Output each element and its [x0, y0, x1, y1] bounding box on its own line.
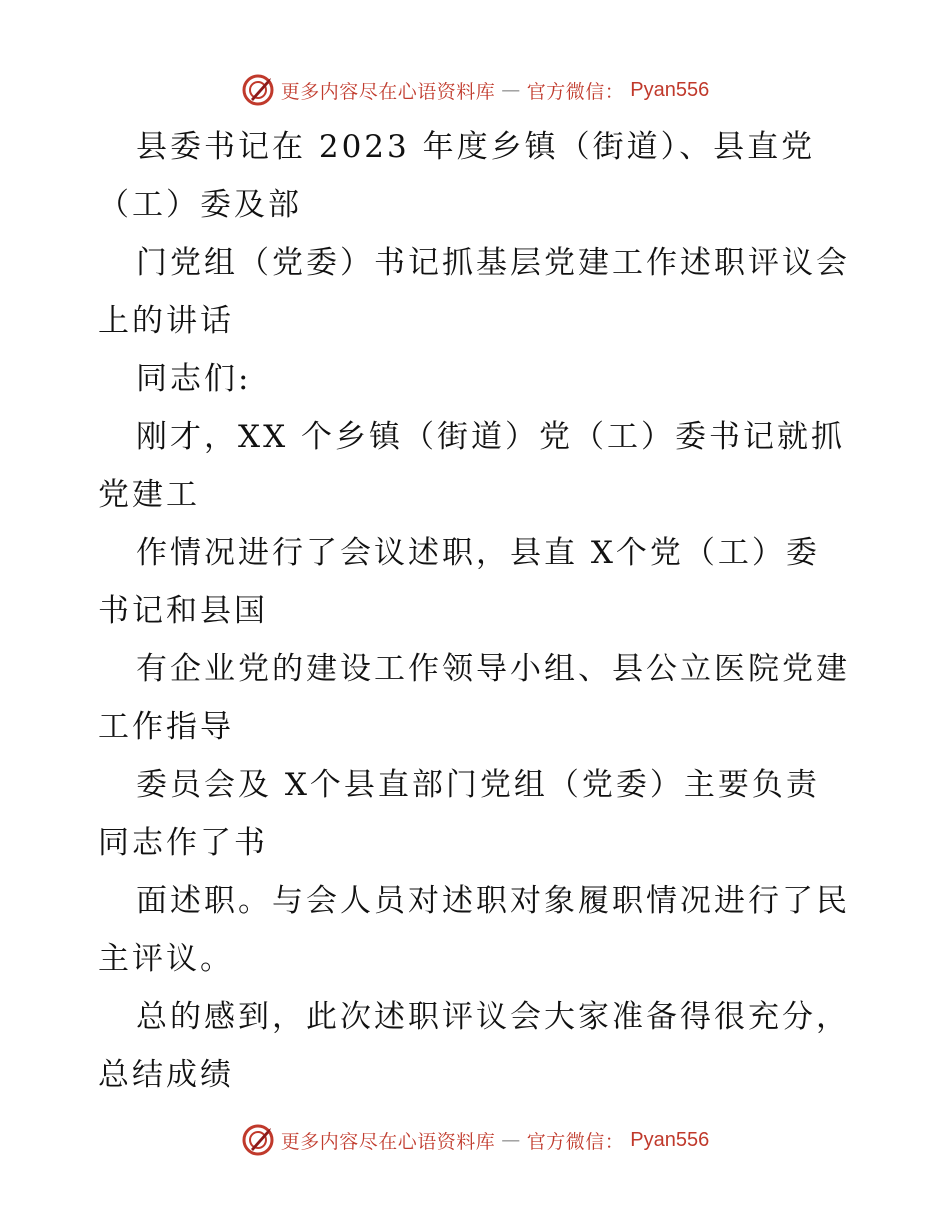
title-line: 上的讲话 [98, 303, 234, 339]
footer-banner-dash: — [501, 1129, 521, 1151]
footer-banner-text: 更多内容尽在心语资料库 [280, 1130, 496, 1153]
body-line: 主评议。 [98, 941, 234, 977]
body-line: 工作指导 [98, 709, 234, 745]
body-line: 有企业党的建设工作领导小组、县公立医院党建 [136, 651, 850, 687]
logo-icon [241, 1123, 275, 1157]
body-line: 委员会及 X个县直部门党组（党委）主要负责 [136, 767, 820, 803]
logo-icon [241, 73, 275, 107]
title-line: 县委书记在 2023 年度乡镇（街道）、县直党 [136, 129, 816, 165]
footer-banner-wechat-id: Pyan556 [630, 1128, 710, 1151]
header-banner-wechat-id: Pyan556 [630, 78, 710, 101]
salutation: 同志们: [136, 361, 252, 397]
header-banner [0, 70, 950, 110]
body-line: 党建工 [98, 477, 200, 513]
header-banner-text: 更多内容尽在心语资料库 [280, 80, 496, 103]
footer-banner [0, 1120, 950, 1160]
header-banner-dash: — [501, 79, 521, 101]
body-line: 总结成绩 [98, 1057, 234, 1093]
body-line: 刚才，XX 个乡镇（街道）党（工）委书记就抓 [136, 419, 845, 455]
body-line: 书记和县国 [98, 593, 268, 629]
body-line: 同志作了书 [98, 825, 268, 861]
body-line: 作情况进行了会议述职，县直 X个党（工）委 [136, 535, 820, 571]
footer-banner-wechat-label: 官方微信： [526, 1130, 625, 1153]
body-line: 总的感到，此次述职评议会大家准备得很充分， [136, 999, 850, 1035]
body-line: 面述职。与会人员对述职对象履职情况进行了民 [136, 883, 850, 919]
title-line: （工）委及部 [98, 187, 302, 223]
header-banner-wechat-label: 官方微信： [526, 80, 625, 103]
document-body [98, 118, 868, 1104]
title-line: 门党组（党委）书记抓基层党建工作述职评议会 [136, 245, 850, 281]
